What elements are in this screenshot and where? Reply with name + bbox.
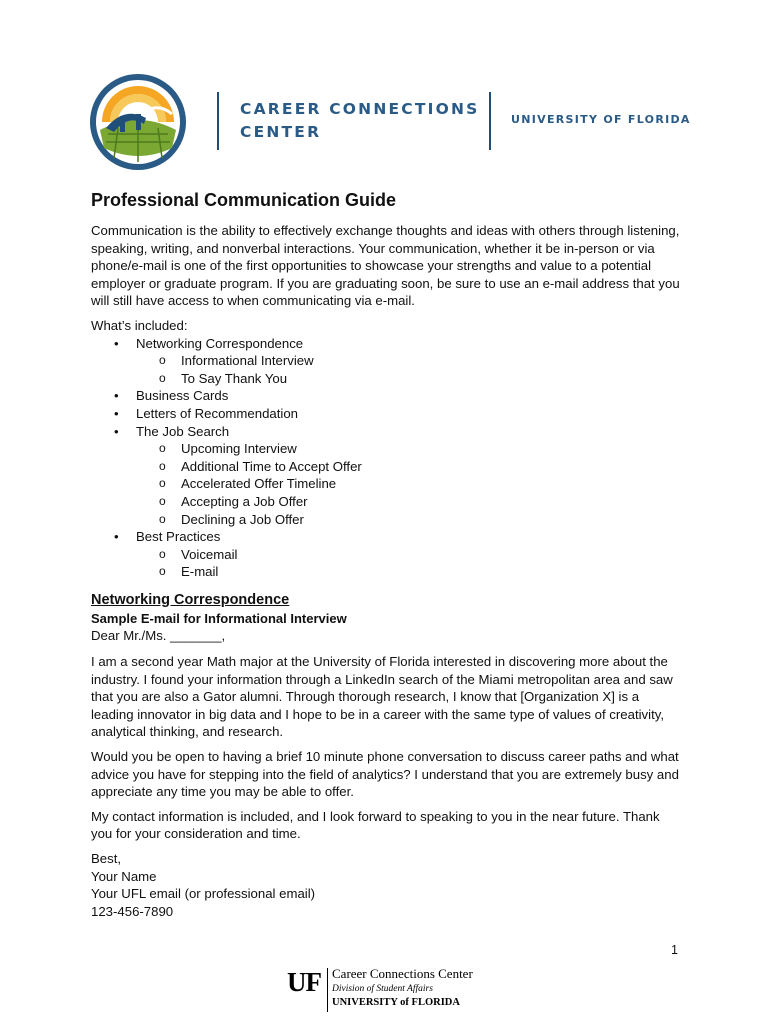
toc-subitem: o Upcoming Interview: [181, 440, 681, 458]
brand-line-1: CAREER CONNECTIONS: [240, 100, 480, 118]
toc-subitem: o Accelerated Offer Timeline: [181, 475, 681, 493]
toc-item-label: Business Cards: [136, 388, 229, 404]
email-paragraph-2: Would you be open to having a brief 10 minute phone conversation to discuss career paths and what advice you have for stepping into the field of analytics? I understand that you are extremely busy and appreciate any time you may be able to offer.: [91, 749, 679, 800]
salutation: Dear Mr./Ms. _______,: [91, 628, 226, 644]
toc-subitem: o To Say Thank You: [181, 370, 681, 388]
toc-subitem: o Accepting a Job Offer: [181, 493, 681, 511]
page-title: Professional Communication Guide: [91, 190, 397, 210]
email-paragraph-1: I am a second year Math major at the University of Florida interested in discovering more about the industry. I found your information through a LinkedIn search of the Miami metropolitan area and saw that you are also a Gator alumni. Through thorough research, I know that [Organization X] is a leading innovator in big data and I hope to be in a career with the same type of values of creativity, analytical thinking, and research.: [91, 654, 673, 740]
toc-item: [136, 335, 681, 388]
toc-item: [136, 423, 681, 529]
header-divider: [217, 92, 219, 150]
footer-line-3: UNIVERSITY of FLORIDA: [332, 997, 460, 1008]
email-paragraph-3: My contact information is included, and I look forward to speaking to you in the near future. Thank you for your consideration and time.: [91, 808, 660, 842]
toc-item-label: Networking Correspondence: [136, 335, 304, 351]
toc-item: [136, 405, 681, 423]
brand-line-2: CENTER: [240, 123, 322, 141]
toc-item-label: Letters of Recommendation: [136, 405, 298, 421]
table-of-contents: [91, 335, 681, 581]
career-center-logo: [88, 70, 188, 174]
university-name: UNIVERSITY OF FLORIDA: [511, 113, 691, 126]
included-label: What’s included:: [91, 317, 188, 333]
toc-item: [136, 387, 681, 405]
toc-subitem: o Informational Interview: [181, 352, 681, 370]
toc-sublist: [136, 546, 681, 581]
toc-item: [136, 528, 681, 581]
signature-email: Your UFL email (or professional email): [91, 886, 316, 902]
toc-item-label: Best Practices: [136, 529, 221, 545]
toc-subitem: o Voicemail: [181, 546, 681, 564]
toc-sublist: [136, 440, 681, 528]
brand-name: [240, 98, 480, 144]
footer-logo: [287, 965, 507, 1015]
closing: Best,: [91, 851, 122, 866]
section-title: Networking Correspondence: [91, 591, 290, 608]
toc-sublist: [136, 352, 681, 387]
page-number: 1: [671, 943, 678, 957]
toc-subitem: o Additional Time to Accept Offer: [181, 458, 681, 476]
footer-line-1: Career Connections Center: [332, 966, 473, 981]
footer-text: [332, 965, 473, 1010]
letterhead: [0, 0, 768, 185]
footer-divider: [327, 968, 328, 1012]
toc-item-label: The Job Search: [136, 423, 230, 439]
uf-mark: UF: [287, 967, 321, 997]
toc-subitem: o Declining a Job Offer: [181, 511, 681, 529]
intro-paragraph: Communication is the ability to effectively exchange thoughts and ideas with others through listening, speaking, writing, and nonverbal interactions. Your communication, whether it be in-person or via phone/e-mail is one of the first opportunities to showcase your strengths and value to a potential employer or graduate program. If you are graduating soon, be sure to use an e-mail address that you will still have access to when communicating via e-mail.: [91, 223, 680, 309]
signature-phone: 123-456-7890: [91, 903, 174, 919]
sample-title: Sample E-mail for Informational Interview: [91, 610, 347, 626]
header-divider-2: [489, 92, 491, 150]
footer-line-2: Division of Student Affairs: [332, 984, 433, 994]
document-body: [91, 188, 681, 920]
toc-subitem: o E-mail: [181, 563, 681, 581]
signature-name: Your Name: [91, 868, 157, 884]
